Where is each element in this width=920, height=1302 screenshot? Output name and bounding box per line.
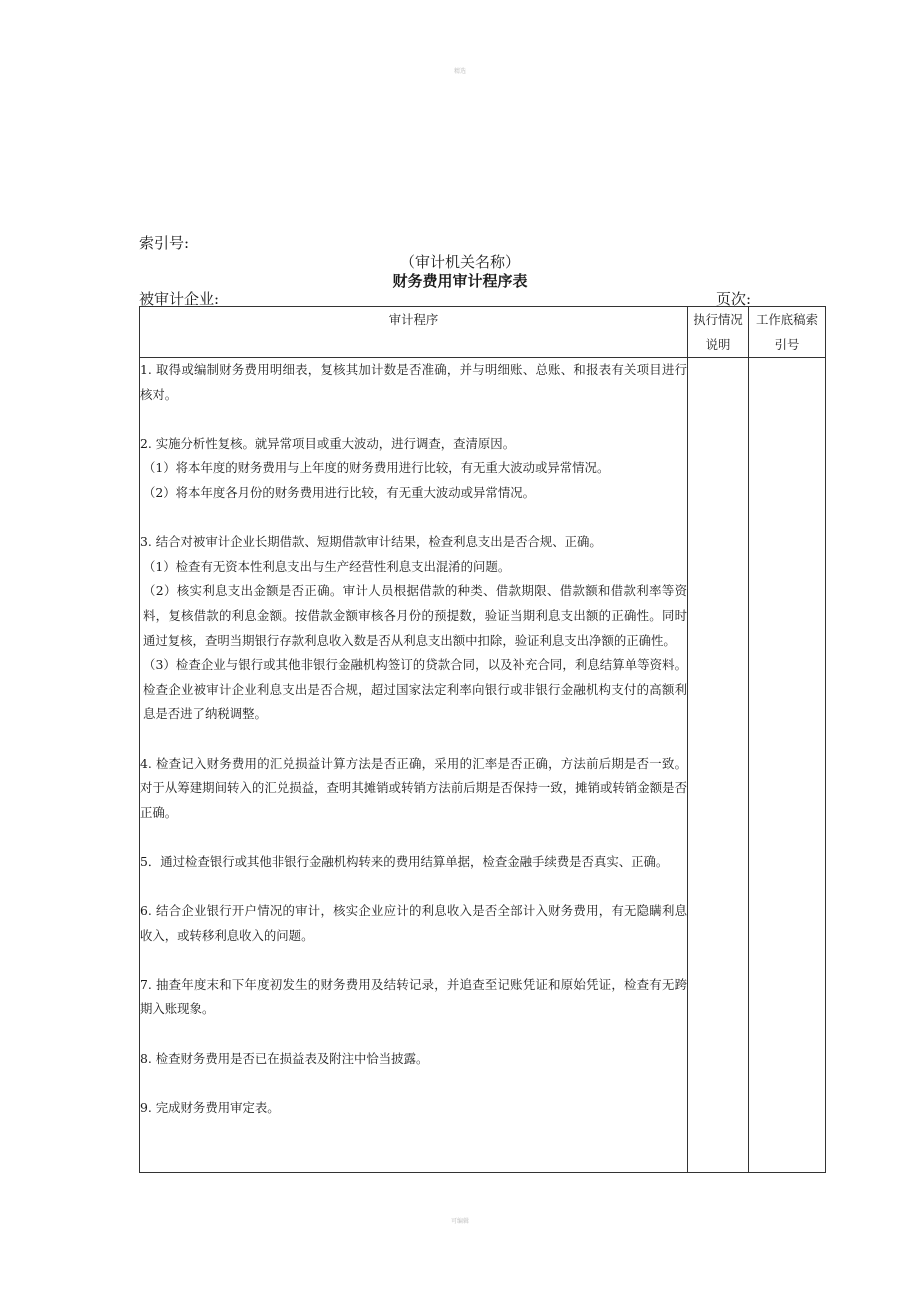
procedure-spacer bbox=[140, 407, 687, 432]
procedure-spacer bbox=[140, 506, 687, 531]
procedure-spacer bbox=[140, 1071, 687, 1096]
execution-notes-header-line1: 执行情况 bbox=[693, 312, 743, 327]
procedure-column-header: 审计程序 bbox=[140, 307, 688, 358]
table-body-row bbox=[140, 358, 826, 1173]
form-title: 财务费用审计程序表 bbox=[392, 272, 528, 290]
procedure-step-1: 1. 取得或编制财务费用明细表，复核其加计数是否准确，并与明细账、总账、和报表有关项目进行核对。 bbox=[140, 362, 687, 402]
page-header-mark: 精选 bbox=[453, 68, 466, 75]
procedure-step-6: 6. 结合企业银行开户情况的审计，核实企业应计的利息收入是否全部计入财务费用，有无隐瞒利息收入，或转移利息收入的问题。 bbox=[140, 903, 687, 943]
procedure-step-9: 9. 完成财务费用审定表。 bbox=[140, 1099, 280, 1115]
procedure-list bbox=[140, 358, 687, 1120]
procedure-step-3-sub-3: （3）检查企业与银行或其他非银行金融机构签订的贷款合同，以及补充合同，利息结算单等资料。检查企业被审计企业利息支出是否合规，超过国家法定利率向银行或非银行金融机构支付的高额利息是否进了纳税调整。 bbox=[143, 657, 687, 722]
procedure-step-3: 3. 结合对被审计企业长期借款、短期借款审计结果，检查利息支出是否合规、正确。 bbox=[140, 534, 602, 550]
workpaper-index-column-header bbox=[749, 307, 826, 358]
procedure-step-2-sub-1: （1）将本年度的财务费用与上年度的财务费用进行比较，有无重大波动或异常情况。 bbox=[143, 460, 610, 476]
procedure-step-2: 2. 实施分析性复核。就异常项目或重大波动，进行调查，查清原因。 bbox=[140, 435, 516, 451]
procedure-step-5: 5．通过检查银行或其他非银行金融机构转来的费用结算单据，检查金融手续费是否真实、正确。 bbox=[140, 853, 669, 869]
procedure-step-3-sub-1: （1）检查有无资本性利息支出与生产经营性利息支出混淆的问题。 bbox=[143, 558, 511, 574]
procedure-spacer bbox=[140, 1022, 687, 1047]
procedure-step-4: 4. 检查记入财务费用的汇兑损益计算方法是否正确，采用的汇率是否正确，方法前后期是否一致。对于从筹建期间转入的汇兑损益，查明其摊销或转销方法前后期是否保持一致，摊销或转销金额是否正确。 bbox=[140, 755, 687, 820]
procedure-step-2-sub-2: （2）将本年度各月份的财务费用进行比较，有无重大波动或异常情况。 bbox=[143, 484, 535, 500]
execution-notes-cell[interactable] bbox=[688, 358, 749, 1173]
procedure-step-8: 8. 检查财务费用是否已在损益表及附注中恰当披露。 bbox=[140, 1050, 429, 1066]
workpaper-index-header-line1: 工作底稿索 bbox=[756, 312, 818, 327]
procedure-list-cell bbox=[140, 358, 688, 1173]
procedure-spacer bbox=[140, 825, 687, 850]
procedure-spacer bbox=[140, 874, 687, 899]
procedure-spacer bbox=[140, 948, 687, 973]
execution-notes-column-header bbox=[688, 307, 749, 358]
workpaper-index-header-line2: 引号 bbox=[774, 337, 800, 352]
procedure-spacer bbox=[140, 727, 687, 752]
procedure-step-3-sub-2: （2）核实利息支出金额是否正确。审计人员根据借款的种类、借款期限、借款额和借款利率等资料，复核借款的利息金额。按借款金额审核各月份的预提数，验证当期利息支出额的正确性。同时通过复核，查明当期银行存款利息收入数是否从利息支出额中扣除，验证利息支出净额的正确性。 bbox=[143, 583, 687, 648]
execution-notes-header-line2: 说明 bbox=[705, 337, 731, 352]
table-header-row bbox=[140, 307, 826, 358]
audited-entity-label: 被审计企业: bbox=[139, 290, 220, 308]
page-footer-mark: 可编辑 bbox=[450, 1218, 469, 1225]
page-number-label: 页次: bbox=[716, 290, 752, 308]
index-number-label: 索引号: bbox=[139, 234, 190, 252]
procedure-step-7: 7. 抽查年度末和下年度初发生的财务费用及结转记录，并追查至记账凭证和原始凭证，检查有无跨期入账现象。 bbox=[140, 976, 687, 1017]
workpaper-index-cell[interactable] bbox=[749, 358, 826, 1173]
audit-procedure-table bbox=[139, 306, 826, 1173]
audit-agency-name: （审计机关名称） bbox=[399, 253, 520, 271]
